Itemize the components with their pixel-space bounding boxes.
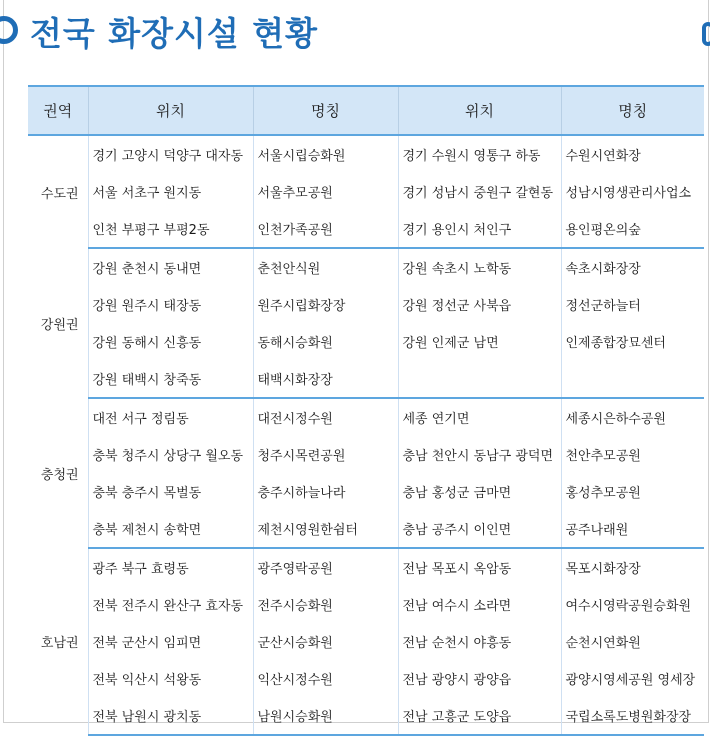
header-name-2: 명칭 (561, 86, 704, 135)
facility-name-cell: 서울시립승화원 (253, 135, 398, 173)
location-cell-2: 경기 성남시 중원구 갈현동 (398, 173, 561, 210)
facility-name-cell-2: 성남시영생관리사업소 (565, 186, 692, 201)
location-cell-2 (398, 360, 561, 398)
table-row (28, 248, 704, 286)
region-cell: 충청권 (28, 398, 88, 548)
location-cell: 강원 원주시 태장동 (88, 286, 253, 323)
facility-name-cell-2: 공주나래원 (561, 510, 704, 548)
table-row (28, 135, 704, 173)
facility-name-cell-2: 여수시영락공원승화원 (565, 599, 692, 614)
facility-name-cell-2: 용인평온의숲 (561, 210, 704, 248)
facility-name-cell: 태백시화장장 (253, 360, 398, 398)
table-row (28, 510, 704, 548)
table-row (28, 398, 704, 436)
facility-name-cell-2: 홍성추모공원 (565, 486, 641, 501)
facility-name-cell-2: 세종시은하수공원 (565, 412, 666, 427)
table-row (28, 586, 704, 623)
facility-name-cell-2: 수원시연화장 (565, 149, 641, 164)
location-cell: 강원 춘천시 동내면 (88, 248, 253, 286)
facilities-table (28, 85, 704, 736)
location-cell-2: 전남 순천시 야흥동 (398, 623, 561, 660)
location-cell: 강원 동해시 신흥동 (88, 323, 253, 360)
location-cell-2: 전남 목포시 옥암동 (398, 548, 561, 586)
location-cell: 인천 부평구 부평2동 (88, 210, 253, 248)
header-location-2: 위치 (398, 86, 561, 135)
table-row (28, 473, 704, 510)
location-cell-2: 강원 속초시 노학동 (398, 248, 561, 286)
location-cell: 광주 북구 효령동 (88, 548, 253, 586)
facility-name-cell-2: 목포시화장장 (565, 562, 641, 577)
region-cell: 강원권 (28, 248, 88, 398)
facility-name-cell: 익산시정수원 (253, 660, 398, 697)
table-row (28, 548, 704, 586)
table-row (28, 623, 704, 660)
region-cell: 호남권 (28, 548, 88, 735)
location-cell-2: 강원 인제군 남면 (398, 323, 561, 360)
facility-name-cell: 제천시영원한쉼터 (253, 510, 398, 548)
facility-name-cell: 서울추모공원 (253, 173, 398, 210)
facility-name-cell-2 (561, 360, 704, 398)
table-row (28, 210, 704, 248)
table-body (28, 135, 704, 735)
facility-name-cell-2: 인제종합장묘센터 (565, 336, 666, 351)
facility-name-cell: 청주시목련공원 (253, 436, 398, 473)
location-cell-2: 충남 공주시 이인면 (398, 510, 561, 548)
location-cell-2: 충남 천안시 동남구 광덕면 (398, 436, 561, 473)
location-cell: 충북 청주시 상당구 월오동 (88, 436, 253, 473)
page-frame (3, 0, 709, 723)
facility-name-cell: 충주시하늘나라 (253, 473, 398, 510)
location-cell-2: 전남 여수시 소라면 (398, 586, 561, 623)
facility-name-cell-2: 천안추모공원 (565, 449, 641, 464)
page-title: 전국 화장시설 현황 (30, 14, 319, 53)
location-cell-2: 세종 연기면 (398, 398, 561, 436)
facility-name-cell: 전주시승화원 (253, 586, 398, 623)
facility-name-cell-2: 국립소록도병원화장장 (561, 697, 704, 735)
table-row (28, 436, 704, 473)
table-row (28, 360, 704, 398)
location-cell-2: 전남 고흥군 도양읍 (398, 697, 561, 735)
facility-name-cell: 원주시립화장장 (253, 286, 398, 323)
location-cell: 충북 충주시 목벌동 (88, 473, 253, 510)
facility-name-cell: 인천가족공원 (253, 210, 398, 248)
table-row (28, 697, 704, 735)
location-cell: 전북 군산시 임피면 (88, 623, 253, 660)
location-cell-2: 경기 수원시 영통구 하동 (398, 135, 561, 173)
location-cell: 충북 제천시 송학면 (88, 510, 253, 548)
corner-mark-icon (702, 22, 710, 46)
facility-name-cell-2: 순천시연화원 (565, 636, 641, 651)
location-cell-2: 경기 용인시 처인구 (398, 210, 561, 248)
facility-name-cell: 동해시승화원 (253, 323, 398, 360)
facility-name-cell-2: 속초시화장장 (565, 262, 641, 277)
header-region: 권역 (28, 86, 88, 135)
facility-name-cell: 춘천안식원 (253, 248, 398, 286)
location-cell-2: 강원 정선군 사북읍 (398, 286, 561, 323)
location-cell-2: 충남 홍성군 금마면 (398, 473, 561, 510)
location-cell: 대전 서구 정림동 (88, 398, 253, 436)
location-cell: 경기 고양시 덕양구 대자동 (88, 135, 253, 173)
region-cell: 수도권 (28, 135, 88, 248)
facility-name-cell: 군산시승화원 (253, 623, 398, 660)
table-row (28, 323, 704, 360)
title-bullet-icon (0, 16, 18, 44)
header-location: 위치 (88, 86, 253, 135)
facility-name-cell: 남원시승화원 (253, 697, 398, 735)
table-row (28, 173, 704, 210)
facility-name-cell-2: 광양시영세공원 영세장 (565, 673, 696, 688)
facility-name-cell: 광주영락공원 (253, 548, 398, 586)
location-cell: 서울 서초구 원지동 (88, 173, 253, 210)
facility-name-cell: 대전시정수원 (253, 398, 398, 436)
header-name: 명칭 (253, 86, 398, 135)
location-cell-2: 전남 광양시 광양읍 (398, 660, 561, 697)
table-row (28, 660, 704, 697)
facility-name-cell-2: 정선군하늘터 (565, 299, 641, 314)
table-row (28, 286, 704, 323)
location-cell: 강원 태백시 창죽동 (88, 360, 253, 398)
location-cell: 전북 전주시 완산구 효자동 (88, 586, 253, 623)
table-header-row (28, 86, 704, 135)
location-cell: 전북 익산시 석왕동 (88, 660, 253, 697)
location-cell: 전북 남원시 광치동 (88, 697, 253, 735)
